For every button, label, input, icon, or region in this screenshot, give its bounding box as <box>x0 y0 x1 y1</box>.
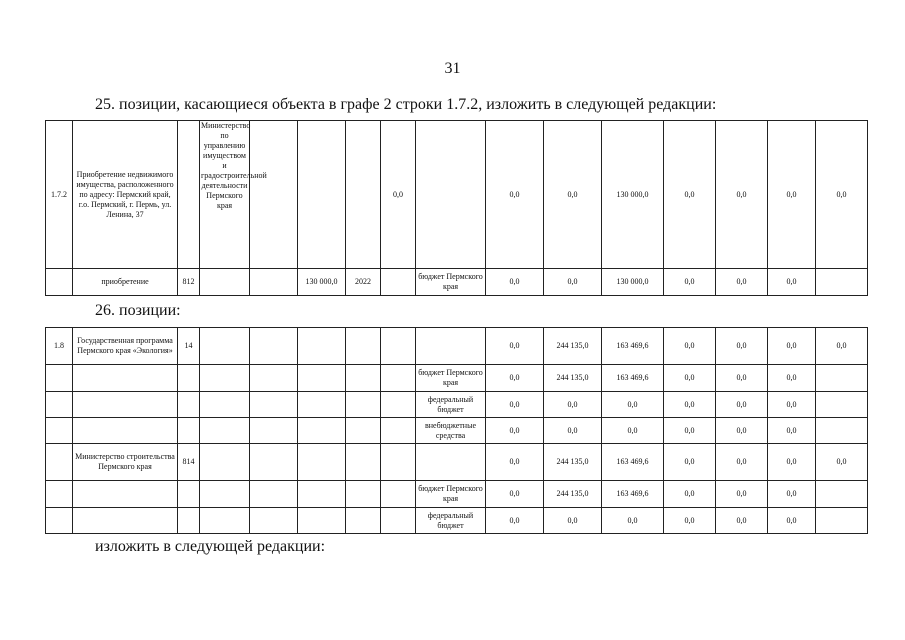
cell-value: 0,0 <box>664 328 716 365</box>
cell-value: 0,0 <box>486 418 544 444</box>
empty-cell <box>381 418 416 444</box>
cell-value: 0,0 <box>486 481 544 508</box>
empty-cell <box>381 481 416 508</box>
table-row <box>46 269 868 296</box>
cell-value: 0,0 <box>486 121 544 269</box>
table-item-26 <box>45 327 868 534</box>
cell-value: 0,0 <box>664 392 716 418</box>
row-name <box>73 392 178 418</box>
empty-cell <box>250 365 298 392</box>
cell-value: 244 135,0 <box>544 444 602 481</box>
cell-value: 0,0 <box>486 444 544 481</box>
row-name: Министерство строительства Пермского края <box>73 444 178 481</box>
empty-cell <box>346 508 381 534</box>
cell-value: 0,0 <box>664 121 716 269</box>
empty-cell <box>298 392 346 418</box>
row-name <box>73 508 178 534</box>
empty-cell <box>346 365 381 392</box>
row-number <box>178 481 200 508</box>
cell-value: 0,0 <box>664 481 716 508</box>
cell-value: 0,0 <box>816 328 868 365</box>
funding-source <box>416 444 486 481</box>
cell-value: 0,0 <box>768 444 816 481</box>
page-number: 31 <box>444 60 461 77</box>
empty-cell <box>381 365 416 392</box>
empty-cell <box>298 328 346 365</box>
cell-value <box>816 481 868 508</box>
row-code <box>46 481 73 508</box>
table-row <box>46 508 868 534</box>
row-name <box>73 418 178 444</box>
cell-value: 0,0 <box>486 392 544 418</box>
cell-value: 0,0 <box>664 508 716 534</box>
table-row <box>46 392 868 418</box>
funding-source: бюджет Пермского края <box>416 269 486 296</box>
cell-value: 0,0 <box>602 392 664 418</box>
cell-value: 0,0 <box>768 392 816 418</box>
cell-value: 0,0 <box>544 121 602 269</box>
cell-value: 0,0 <box>716 269 768 296</box>
cell-value: 0,0 <box>486 508 544 534</box>
cell-value: 244 135,0 <box>544 481 602 508</box>
table-item-25 <box>45 120 868 296</box>
cell-value: 0,0 <box>716 365 768 392</box>
row-number <box>178 418 200 444</box>
row-name: Государственная программа Пермского края «Экология» <box>73 328 178 365</box>
cell-value: 163 469,6 <box>602 444 664 481</box>
funding-source <box>416 328 486 365</box>
cell-value: 163 469,6 <box>602 328 664 365</box>
heading-item-25: 25. позиции, касающиеся объекта в графе 2 строки 1.7.2, изложить в следующей редакции: <box>95 96 717 113</box>
cell-value: 0,0 <box>664 365 716 392</box>
cell-value: 244 135,0 <box>544 365 602 392</box>
empty-cell <box>250 392 298 418</box>
cell-value: 0,0 <box>716 444 768 481</box>
row-code <box>46 365 73 392</box>
empty-cell <box>250 444 298 481</box>
row-number: 814 <box>178 444 200 481</box>
empty-cell <box>298 481 346 508</box>
cell-value: 0,0 <box>816 121 868 269</box>
empty-cell <box>200 392 250 418</box>
cell-value: 0,0 <box>486 269 544 296</box>
empty-cell <box>298 365 346 392</box>
empty-cell <box>200 508 250 534</box>
cell-value: 130 000,0 <box>602 121 664 269</box>
empty-cell <box>298 418 346 444</box>
cell-value: 163 469,6 <box>602 481 664 508</box>
cell-value: 0,0 <box>716 121 768 269</box>
cell-value <box>816 365 868 392</box>
cell-value: 0,0 <box>664 269 716 296</box>
cell-value: 244 135,0 <box>544 328 602 365</box>
funding-source: бюджет Пермского края <box>416 365 486 392</box>
empty-cell <box>250 481 298 508</box>
cell-value: 0,0 <box>486 328 544 365</box>
row-name <box>73 481 178 508</box>
empty-cell <box>250 328 298 365</box>
empty-cell <box>346 444 381 481</box>
empty-cell <box>381 328 416 365</box>
empty-cell <box>346 328 381 365</box>
row-code <box>46 418 73 444</box>
cell-value: 0,0 <box>544 392 602 418</box>
cell-value: 0,0 <box>544 269 602 296</box>
cell-value: 0,0 <box>716 328 768 365</box>
empty-cell <box>381 392 416 418</box>
row-code <box>46 444 73 481</box>
cell-value: 0,0 <box>544 418 602 444</box>
cell-value <box>816 392 868 418</box>
cell-value: 0,0 <box>816 444 868 481</box>
cell-value: 0,0 <box>768 418 816 444</box>
table-row <box>46 418 868 444</box>
row-name <box>73 365 178 392</box>
row-number <box>178 508 200 534</box>
cell-value: 0,0 <box>602 508 664 534</box>
cell-value: 0,0 <box>716 481 768 508</box>
empty-cell <box>200 481 250 508</box>
row-number <box>178 365 200 392</box>
cell-value: 0,0 <box>716 508 768 534</box>
cell-value: 0,0 <box>768 508 816 534</box>
row-code: 812 <box>178 269 200 296</box>
row-code: 1.8 <box>46 328 73 365</box>
cell-value: 0,0 <box>716 418 768 444</box>
row-code <box>46 392 73 418</box>
cell-value: 2022 <box>346 269 381 296</box>
empty-cell <box>381 444 416 481</box>
cell-value: 0,0 <box>768 269 816 296</box>
cell-value: 0,0 <box>544 508 602 534</box>
funding-source: бюджет Пермского края <box>416 481 486 508</box>
cell-value <box>816 418 868 444</box>
empty-cell <box>346 418 381 444</box>
row-code <box>46 508 73 534</box>
empty-cell <box>200 365 250 392</box>
row-code: 1.7.2 <box>46 121 73 269</box>
executor: Министерство по управлению имуществом и градостроительной деятельности Пермского края <box>200 121 250 269</box>
empty-cell <box>250 508 298 534</box>
table-row <box>46 328 868 365</box>
object-name: приобретение <box>73 269 178 296</box>
empty-cell <box>298 508 346 534</box>
table-row <box>46 481 868 508</box>
table-row <box>46 444 868 481</box>
funding-source: внебюджетные средства <box>416 418 486 444</box>
cell-value: 0,0 <box>716 392 768 418</box>
row-number <box>178 392 200 418</box>
cell-value: 0,0 <box>664 418 716 444</box>
cell-value: 0,0 <box>602 418 664 444</box>
cell-value: 0,0 <box>768 328 816 365</box>
funding-source: федеральный бюджет <box>416 392 486 418</box>
empty-cell <box>298 444 346 481</box>
row-number: 14 <box>178 328 200 365</box>
cell-value: 0,0 <box>768 365 816 392</box>
funding-source: федеральный бюджет <box>416 508 486 534</box>
cell-value: 0,0 <box>768 121 816 269</box>
table-row <box>46 121 868 269</box>
cell-value: 130 000,0 <box>298 269 346 296</box>
cell-value: 0,0 <box>381 121 416 269</box>
cell-value: 0,0 <box>768 481 816 508</box>
cell-value: 163 469,6 <box>602 365 664 392</box>
empty-cell <box>381 508 416 534</box>
empty-cell <box>346 481 381 508</box>
cell-value: 0,0 <box>664 444 716 481</box>
cell-value <box>816 508 868 534</box>
heading-item-26: 26. позиции: <box>95 302 181 319</box>
footer-text: изложить в следующей редакции: <box>95 538 326 555</box>
empty-cell <box>346 392 381 418</box>
empty-cell <box>200 444 250 481</box>
cell-value: 0,0 <box>486 365 544 392</box>
cell-value: 130 000,0 <box>602 269 664 296</box>
empty-cell <box>200 418 250 444</box>
table-row <box>46 365 868 392</box>
empty-cell <box>250 418 298 444</box>
object-name: Приобретение недвижимого имущества, расположенного по адресу: Пермский край, г.о. Пермский, г. Пермь, ул. Ленина, 37 <box>73 121 178 269</box>
empty-cell <box>200 328 250 365</box>
